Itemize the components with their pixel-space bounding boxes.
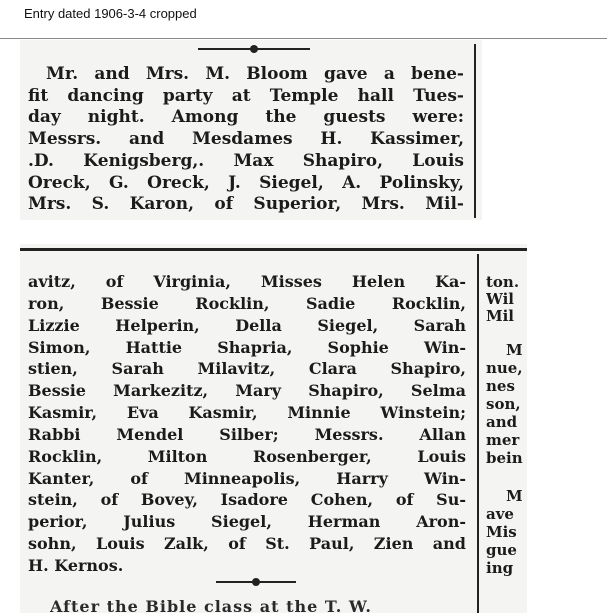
- article-line: Mr. and Mrs. M. Bloom gave a bene-: [46, 64, 464, 84]
- right-column-fragment: gue: [486, 542, 517, 559]
- article-line: H. Kernos.: [28, 555, 124, 575]
- section-rule: [20, 248, 527, 251]
- article-line: Rocklin, Milton Rosenberger, Louis: [28, 446, 466, 466]
- ornament-dot: [250, 45, 258, 53]
- upper-article: [28, 64, 464, 216]
- ornament-dot: [252, 578, 260, 586]
- upper-column-rule: [474, 44, 476, 218]
- article-line: Kasmir, Eva Kasmir, Minnie Winstein;: [28, 403, 466, 423]
- article-line: day night. Among the guests were:: [28, 107, 464, 128]
- article-line: Oreck, G. Oreck, J. Siegel, A. Polinsky,: [28, 172, 464, 193]
- upper-clipping: [20, 40, 482, 220]
- right-column-fragment: ave: [486, 506, 514, 523]
- right-column-fragment: nue,: [486, 360, 523, 377]
- article-line: avitz, of Virginia, Misses Helen Ka-: [28, 272, 466, 291]
- bottom-ornament-rule: [216, 581, 296, 583]
- right-column-fragment: Mis: [486, 524, 517, 541]
- top-ornament-rule: [198, 48, 310, 50]
- article-line: .D. Kenigsberg,. Max Shapiro, Louis: [28, 150, 464, 171]
- article-line: Rabbi Mendel Silber; Messrs. Allan: [28, 424, 466, 444]
- article-line: sohn, Louis Zalk, of St. Paul, Zien and: [28, 534, 466, 554]
- article-line: Simon, Hattie Shapria, Sophie Win-: [28, 337, 466, 357]
- article-line: perior, Julius Siegel, Herman Aron-: [28, 512, 466, 532]
- caption-bar: [0, 0, 607, 39]
- right-column-fragment: ton.: [486, 274, 520, 291]
- right-column-fragment: Wil: [486, 291, 514, 308]
- article-line: Mrs. S. Karon, of Superior, Mrs. Mil-: [28, 194, 464, 215]
- lower-column-rule: [477, 254, 479, 613]
- right-column-fragment: and: [486, 414, 518, 431]
- cut-off-text-line: After the Bible class at the T. W.: [50, 597, 372, 613]
- right-column-fragment: M: [506, 488, 523, 505]
- image-caption: Entry dated 1906-3-4 cropped: [24, 6, 197, 21]
- right-column-fragment: M: [506, 342, 523, 359]
- article-line: Bessie Markezitz, Mary Shapiro, Selma: [28, 381, 466, 401]
- article-line: stein, of Bovey, Isadore Cohen, of Su-: [28, 490, 466, 510]
- article-line: stien, Sarah Milavitz, Clara Shapiro,: [28, 359, 466, 379]
- article-line: Kanter, of Minneapolis, Harry Win-: [28, 468, 466, 488]
- right-column-fragment: Mil: [486, 308, 515, 325]
- article-line: fit dancing party at Temple hall Tues-: [28, 85, 464, 106]
- right-column-fragment: ing: [486, 560, 514, 577]
- article-line: ron, Bessie Rocklin, Sadie Rocklin,: [28, 293, 466, 313]
- article-line: Messrs. and Mesdames H. Kassimer,: [28, 129, 464, 150]
- lower-clipping: [20, 244, 527, 613]
- right-column-fragment: mer: [486, 432, 520, 449]
- article-line: Lizzie Helperin, Della Siegel, Sarah: [28, 315, 466, 335]
- right-column-fragment: bein: [486, 450, 523, 467]
- right-column-fragment: nes: [486, 378, 515, 395]
- right-column-fragment: son,: [486, 396, 521, 413]
- lower-article: [28, 271, 466, 577]
